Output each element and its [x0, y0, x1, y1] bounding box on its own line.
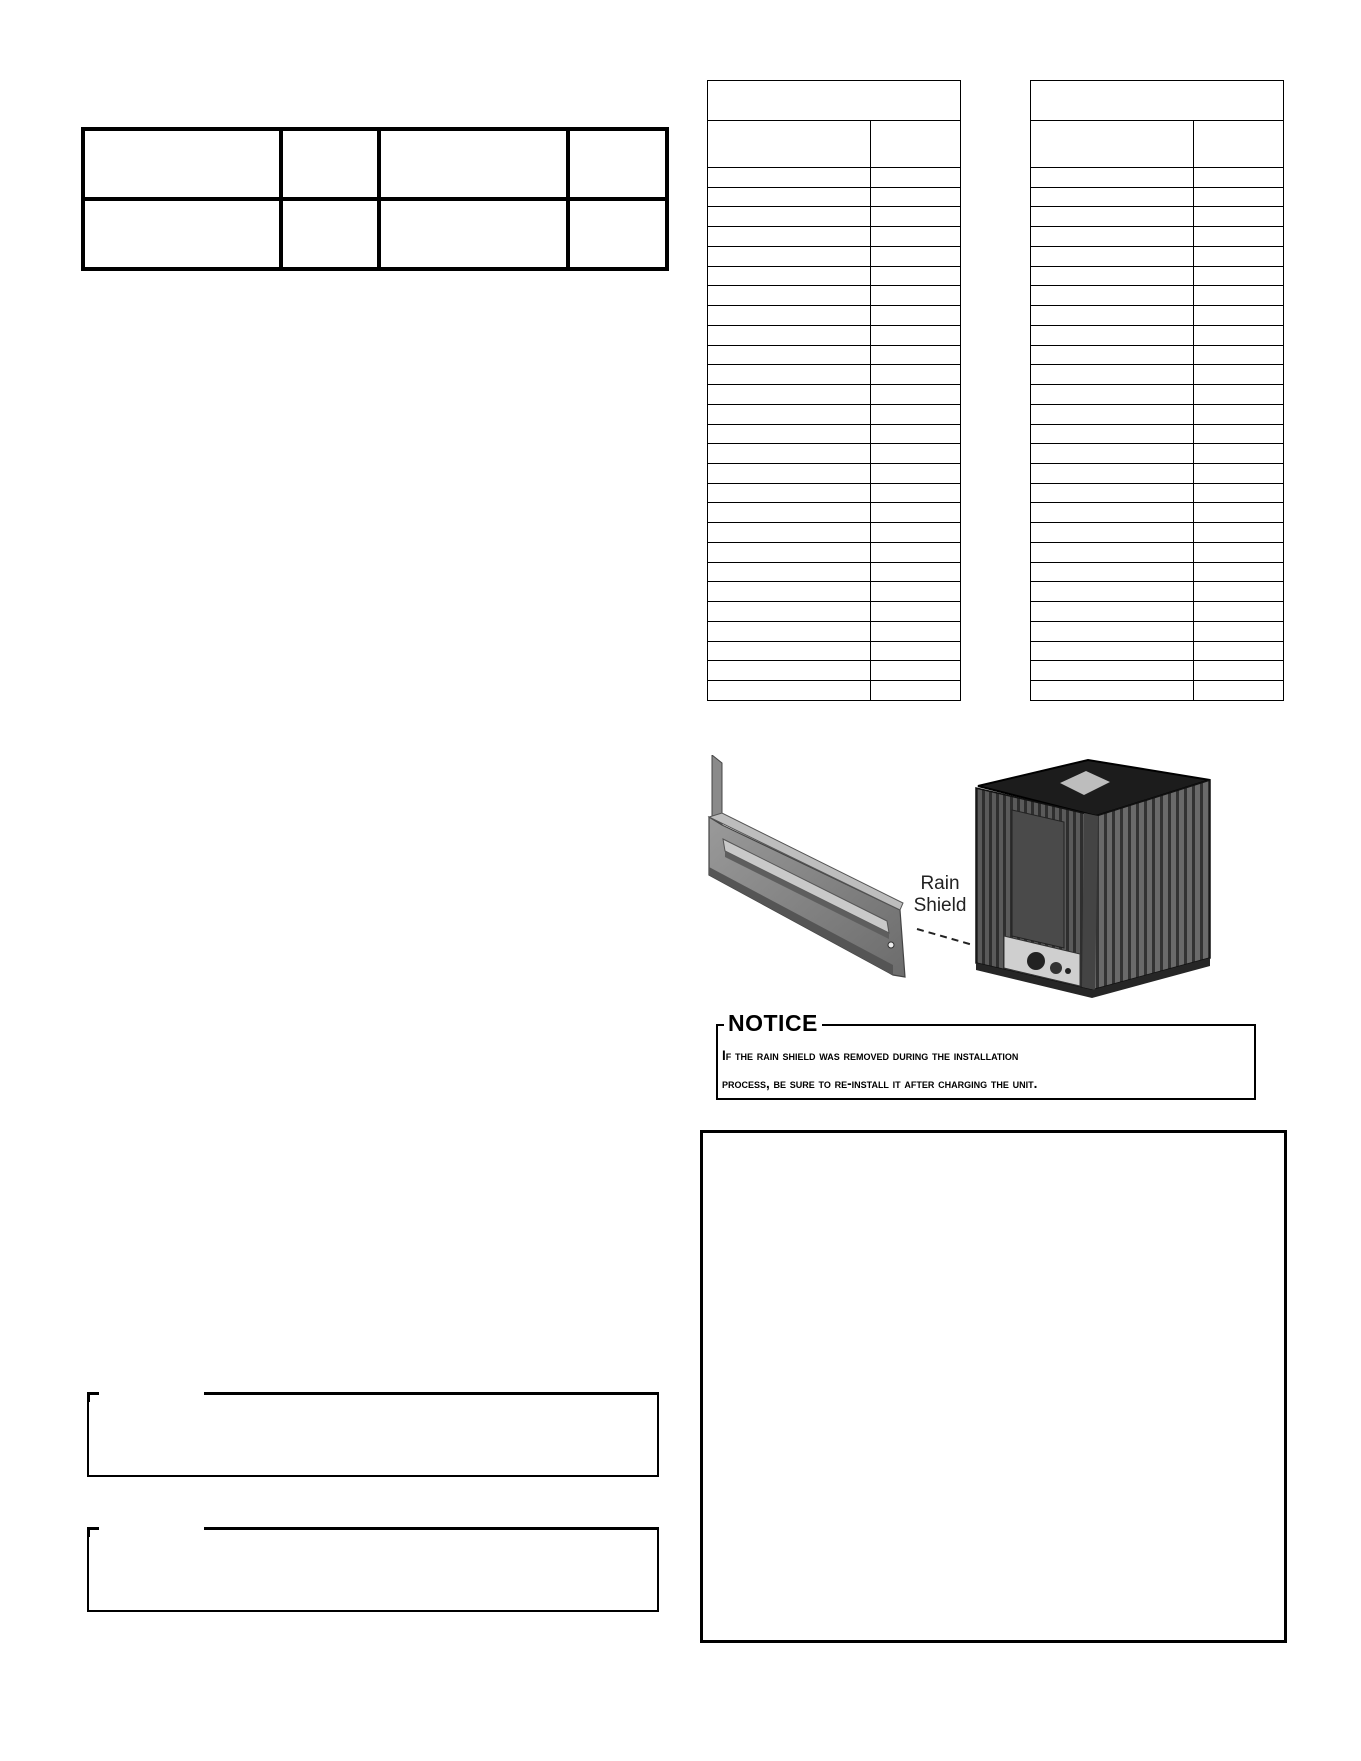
table-cell: [1031, 483, 1194, 503]
table-cell: [708, 168, 871, 188]
table-cell: [1031, 621, 1194, 641]
table-row: [1031, 661, 1284, 681]
spec-table: [81, 127, 669, 271]
table-header-cell: [1031, 81, 1284, 121]
table-cell: [871, 306, 961, 326]
table-row: [708, 246, 961, 266]
table-cell: [708, 464, 871, 484]
table-cell: [1194, 542, 1284, 562]
notice-title: NOTICE: [724, 1008, 822, 1038]
table-row: [1031, 602, 1284, 622]
table-cell: [1194, 562, 1284, 582]
table-row: [708, 523, 961, 543]
table-row: [708, 641, 961, 661]
table-cell: [1194, 325, 1284, 345]
notice-line-2: process, be sure to re-install it after charging the unit.: [722, 1076, 1038, 1091]
table-cell: [1194, 266, 1284, 286]
table-row: [708, 404, 961, 424]
table-cell: [708, 306, 871, 326]
table-cell: [708, 207, 871, 227]
table-cell: [708, 404, 871, 424]
table-row: [708, 681, 961, 701]
table-cell: [871, 325, 961, 345]
rain-shield-callout: [912, 873, 968, 917]
table-cell: [871, 542, 961, 562]
table-row: [1031, 345, 1284, 365]
table-cell: [1194, 681, 1284, 701]
table-cell: [871, 464, 961, 484]
table-cell: [1031, 503, 1194, 523]
table-row: [708, 207, 961, 227]
table-cell: [871, 641, 961, 661]
table-cell: [871, 227, 961, 247]
table-cell: [1194, 345, 1284, 365]
table-row: [708, 602, 961, 622]
table-cell: [871, 444, 961, 464]
table-cell: [281, 129, 379, 199]
table-cell: [1031, 681, 1194, 701]
table-cell: [1194, 483, 1284, 503]
table-column-header: [871, 121, 961, 168]
table-cell: [871, 404, 961, 424]
table-cell: [1194, 661, 1284, 681]
table-cell: [871, 246, 961, 266]
table-row: [1031, 227, 1284, 247]
charging-table-right: [1030, 80, 1284, 701]
table-cell: [1031, 266, 1194, 286]
table-row: [1031, 464, 1284, 484]
table-cell: [871, 286, 961, 306]
table-row: [708, 365, 961, 385]
table-cell: [1194, 168, 1284, 188]
table-cell: [871, 483, 961, 503]
table-cell: [1031, 345, 1194, 365]
table-cell: [871, 168, 961, 188]
table-cell: [83, 199, 281, 269]
table-cell: [1031, 365, 1194, 385]
table-cell: [1031, 523, 1194, 543]
bracket-frame: [87, 1392, 659, 1477]
table-cell: [708, 424, 871, 444]
table-row: [708, 286, 961, 306]
table-row: [708, 661, 961, 681]
table-row: [1031, 681, 1284, 701]
table-row: [708, 306, 961, 326]
table-row: [1031, 621, 1284, 641]
table-row: [1031, 424, 1284, 444]
table-row: [708, 266, 961, 286]
table-row: [1031, 286, 1284, 306]
table-cell: [1194, 464, 1284, 484]
table-row: [1031, 187, 1284, 207]
table-cell: [1194, 306, 1284, 326]
table-row: [708, 424, 961, 444]
table-cell: [708, 365, 871, 385]
table-cell: [1031, 582, 1194, 602]
table-cell: [568, 129, 667, 199]
table-cell: [1031, 207, 1194, 227]
table-cell: [708, 187, 871, 207]
table-cell: [281, 199, 379, 269]
table-cell: [871, 424, 961, 444]
table-cell: [1031, 464, 1194, 484]
table-cell: [708, 266, 871, 286]
table-row: [708, 464, 961, 484]
table-cell: [83, 129, 281, 199]
table-cell: [379, 199, 568, 269]
table-cell: [871, 562, 961, 582]
table-cell: [1031, 542, 1194, 562]
table-row: [708, 582, 961, 602]
table-cell: [871, 365, 961, 385]
table-cell: [1194, 621, 1284, 641]
table-row: [1031, 385, 1284, 405]
table-row: [708, 227, 961, 247]
table-cell: [1031, 602, 1194, 622]
table-cell: [871, 207, 961, 227]
table-row: [708, 542, 961, 562]
table-cell: [1031, 404, 1194, 424]
table-cell: [1194, 227, 1284, 247]
table-cell: [708, 641, 871, 661]
table-row: [1031, 246, 1284, 266]
table-cell: [871, 385, 961, 405]
table-row: [1031, 404, 1284, 424]
table-cell: [708, 325, 871, 345]
table-cell: [1194, 602, 1284, 622]
table-cell: [1194, 641, 1284, 661]
table-cell: [1031, 325, 1194, 345]
table-cell: [871, 345, 961, 365]
table-row: [1031, 582, 1284, 602]
table-cell: [1031, 246, 1194, 266]
table-header-cell: [708, 81, 961, 121]
table-cell: [1194, 385, 1284, 405]
table-cell: [1031, 306, 1194, 326]
table-cell: [1194, 207, 1284, 227]
table-cell: [1031, 661, 1194, 681]
table-cell: [1194, 187, 1284, 207]
table-cell: [871, 503, 961, 523]
table-row: [708, 168, 961, 188]
table-cell: [1194, 444, 1284, 464]
table-cell: [871, 187, 961, 207]
table-row: [1031, 503, 1284, 523]
caution-box-2: [87, 1527, 659, 1612]
table-cell: [1031, 641, 1194, 661]
table-cell: [1031, 444, 1194, 464]
table-cell: [1194, 286, 1284, 306]
table-row: [1031, 306, 1284, 326]
table-cell: [708, 444, 871, 464]
table-cell: [708, 661, 871, 681]
table-cell: [1031, 187, 1194, 207]
table-cell: [1194, 365, 1284, 385]
table-row: [1031, 325, 1284, 345]
table-cell: [871, 681, 961, 701]
callout-line-1: Rain: [920, 873, 960, 894]
table-cell: [708, 483, 871, 503]
table-cell: [1031, 424, 1194, 444]
table-row: [1031, 266, 1284, 286]
table-row: [708, 483, 961, 503]
table-cell: [708, 345, 871, 365]
table-cell: [708, 227, 871, 247]
table-row: [708, 345, 961, 365]
table-column-header: [708, 121, 871, 168]
table-cell: [1194, 503, 1284, 523]
table-row: [708, 325, 961, 345]
table-cell: [708, 602, 871, 622]
table-cell: [1031, 227, 1194, 247]
table-row: [708, 444, 961, 464]
table-cell: [1194, 424, 1284, 444]
table-cell: [379, 129, 568, 199]
table-row: [708, 187, 961, 207]
table-cell: [1031, 385, 1194, 405]
table-cell: [871, 582, 961, 602]
table-row: [1031, 562, 1284, 582]
table-row: [1031, 207, 1284, 227]
table-row: [708, 503, 961, 523]
table-row: [1031, 523, 1284, 543]
table-cell: [708, 582, 871, 602]
table-cell: [1031, 286, 1194, 306]
table-cell: [1194, 246, 1284, 266]
table-column-header: [1031, 121, 1194, 168]
table-cell: [871, 523, 961, 543]
rain-shield-panel-icon: [705, 755, 920, 980]
content-box: [700, 1130, 1287, 1643]
table-cell: [1194, 404, 1284, 424]
table-cell: [708, 523, 871, 543]
table-cell: [1031, 168, 1194, 188]
table-cell: [708, 246, 871, 266]
callout-leader-line: [915, 925, 975, 950]
bracket-frame: [87, 1527, 659, 1612]
table-cell: [708, 503, 871, 523]
table-cell: [708, 542, 871, 562]
table-cell: [708, 385, 871, 405]
charging-table-left: [707, 80, 961, 701]
table-cell: [1194, 582, 1284, 602]
table-cell: [871, 661, 961, 681]
table-row: [1031, 365, 1284, 385]
table-cell: [871, 621, 961, 641]
table-row: [1031, 444, 1284, 464]
table-cell: [708, 286, 871, 306]
table-cell: [871, 602, 961, 622]
condenser-unit-icon: [968, 758, 1218, 1003]
table-row: [1031, 542, 1284, 562]
notice-body: [722, 1042, 1247, 1098]
caution-box-1: [87, 1392, 659, 1477]
table-row: [708, 562, 961, 582]
table-cell: [1194, 523, 1284, 543]
callout-line-2: Shield: [913, 895, 967, 916]
table-cell: [708, 562, 871, 582]
table-cell: [1031, 562, 1194, 582]
notice-line-1: If the rain shield was removed during the installation: [722, 1048, 1019, 1063]
table-cell: [871, 266, 961, 286]
table-row: [708, 621, 961, 641]
table-cell: [568, 199, 667, 269]
table-row: [1031, 641, 1284, 661]
table-row: [708, 385, 961, 405]
table-row: [1031, 168, 1284, 188]
table-column-header: [1194, 121, 1284, 168]
table-cell: [708, 621, 871, 641]
table-row: [1031, 483, 1284, 503]
table-cell: [708, 681, 871, 701]
